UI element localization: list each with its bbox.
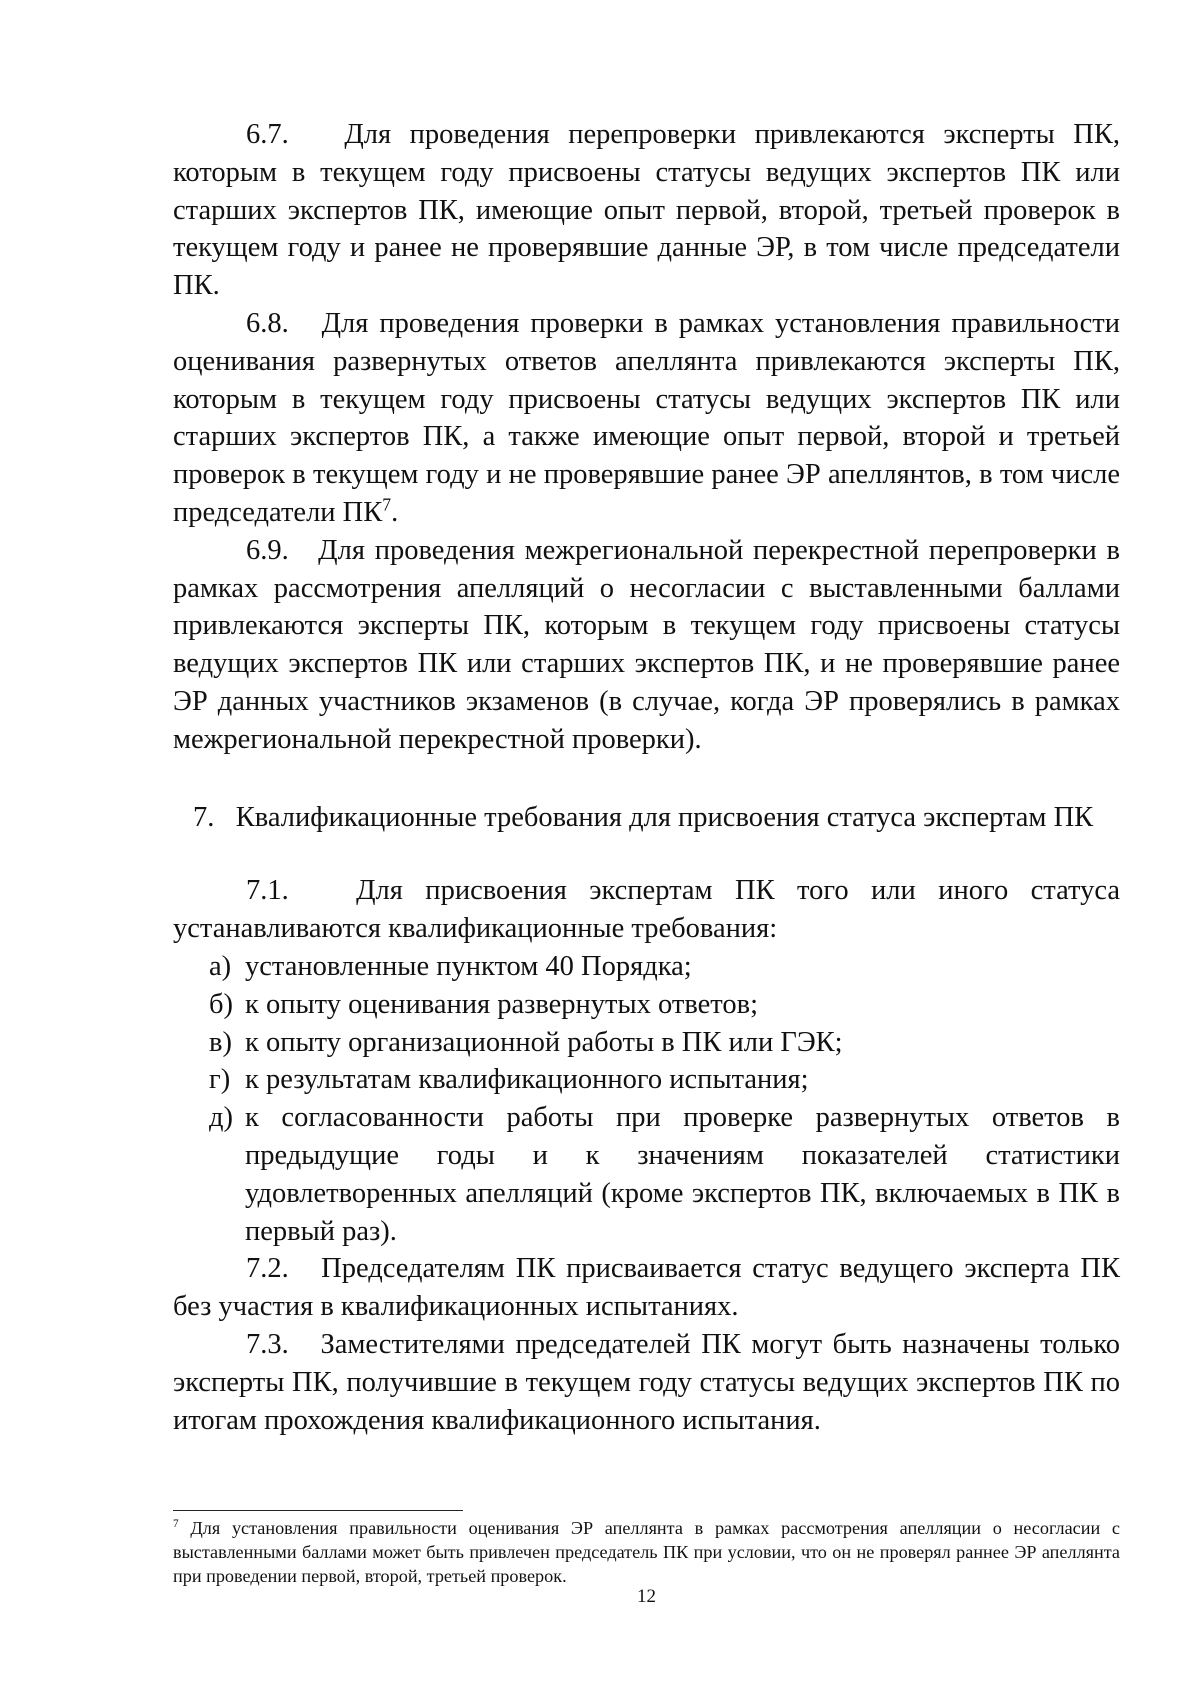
paragraph-text: Для присвоения экспертам ПК того или иного статуса устанавливаются квалификационные требования: xyxy=(173,875,1121,945)
main-text xyxy=(173,116,1120,1439)
list-marker: б) xyxy=(209,988,233,1020)
list-item xyxy=(173,1024,1120,1062)
list-item xyxy=(173,986,1120,1024)
paragraph-end: . xyxy=(391,496,399,528)
requirements-list xyxy=(173,948,1120,1250)
section-heading: 7. Квалификационные требования для присвоения статуса экспертам ПК xyxy=(193,801,1094,833)
paragraph-number: 7.3. xyxy=(246,1328,289,1360)
paragraph-number: 6.7. xyxy=(246,119,289,150)
paragraph-6-9 xyxy=(173,532,1120,759)
page-number: 12 xyxy=(637,1586,656,1607)
paragraph-number: 6.8. xyxy=(246,307,289,339)
list-item-text: к результатам квалификационного испытания; xyxy=(245,1064,809,1096)
list-marker: г) xyxy=(209,1064,231,1096)
paragraph-text: Для проведения перепроверки привлекаются эксперты ПК, которым в текущем году присвоены статусы ведущих экспертов ПК или старших экспертов ПК, имеющие опыт первой, второй, третьей проверок в текущем году и ранее не проверявшие данные ЭР, в том числе председатели ПК. xyxy=(173,119,1120,302)
list-item xyxy=(173,948,1120,986)
footnote xyxy=(173,1516,1120,1588)
paragraph-text: Для проведения межрегиональной перекрестной перепроверки в рамках рассмотрения апелляций о несогласии с выставленными баллами привлекаются эксперты ПК, которым в текущем году присвоены статусы ведущих экспертов ПК или старших экспертов ПК, и не проверявшие ранее ЭР данных участников экзаменов (в случае, когда ЭР проверялись в рамках межрегиональной перекрестной проверки). xyxy=(173,534,1121,755)
list-marker: д) xyxy=(209,1102,233,1134)
footnote-marker: 7 xyxy=(173,1517,179,1530)
list-item-text: установленные пунктом 40 Порядка; xyxy=(245,950,692,982)
paragraph-6-7 xyxy=(173,116,1120,305)
paragraph-number: 7.2. xyxy=(246,1253,289,1285)
paragraph-7-2 xyxy=(173,1250,1120,1326)
paragraph-6-8 xyxy=(173,305,1120,532)
paragraph-7-1 xyxy=(173,872,1120,948)
list-marker: а) xyxy=(209,950,232,982)
list-item-text: к опыту оценивания развернутых ответов; xyxy=(245,988,758,1020)
paragraph-7-3 xyxy=(173,1326,1120,1439)
paragraph-number: 7.1. xyxy=(246,875,289,907)
list-item-text: к согласованности работы при проверке развернутых ответов в предыдущие годы и к значениям показателей статистики удовлетворенных апелляций (кроме экспертов ПК, включаемых в ПК в первый раз). xyxy=(245,1102,1120,1247)
list-marker: в) xyxy=(209,1026,232,1058)
paragraph-number: 6.9. xyxy=(246,534,289,566)
list-item-text: к опыту организационной работы в ПК или ГЭК; xyxy=(245,1026,843,1058)
paragraph-text: Председателям ПК присваивается статус ведущего эксперта ПК без участия в квалификационных испытаниях. xyxy=(173,1253,1120,1323)
footnote-text: Для установления правильности оценивания ЭР апеллянта в рамках рассмотрения апелляции о несогласии с выставленными баллами может быть привлечен председатель ПК при условии, что он не проверял раннее ЭР апеллянта при проведении первой, второй, третьей проверок. xyxy=(173,1518,1120,1586)
footnote-reference[interactable]: 7 xyxy=(382,494,392,515)
paragraph-text: Для проведения проверки в рамках установления правильности оценивания развернутых ответов апеллянта привлекаются эксперты ПК, которым в текущем году присвоены статусы ведущих экспертов ПК или старших экспертов ПК, а также имеющие опыт первой, второй и третьей проверок в текущем году и не проверявшие ранее ЭР апеллянтов, в том числе председатели ПК xyxy=(173,307,1120,528)
footnote-separator xyxy=(173,1510,463,1511)
list-item xyxy=(173,1099,1120,1250)
list-item xyxy=(173,1061,1120,1099)
paragraph-text: Заместителями председателей ПК могут быть назначены только эксперты ПК, получившие в текущем году статусы ведущих экспертов ПК по итогам прохождения квалификационного испытания. xyxy=(173,1328,1120,1436)
